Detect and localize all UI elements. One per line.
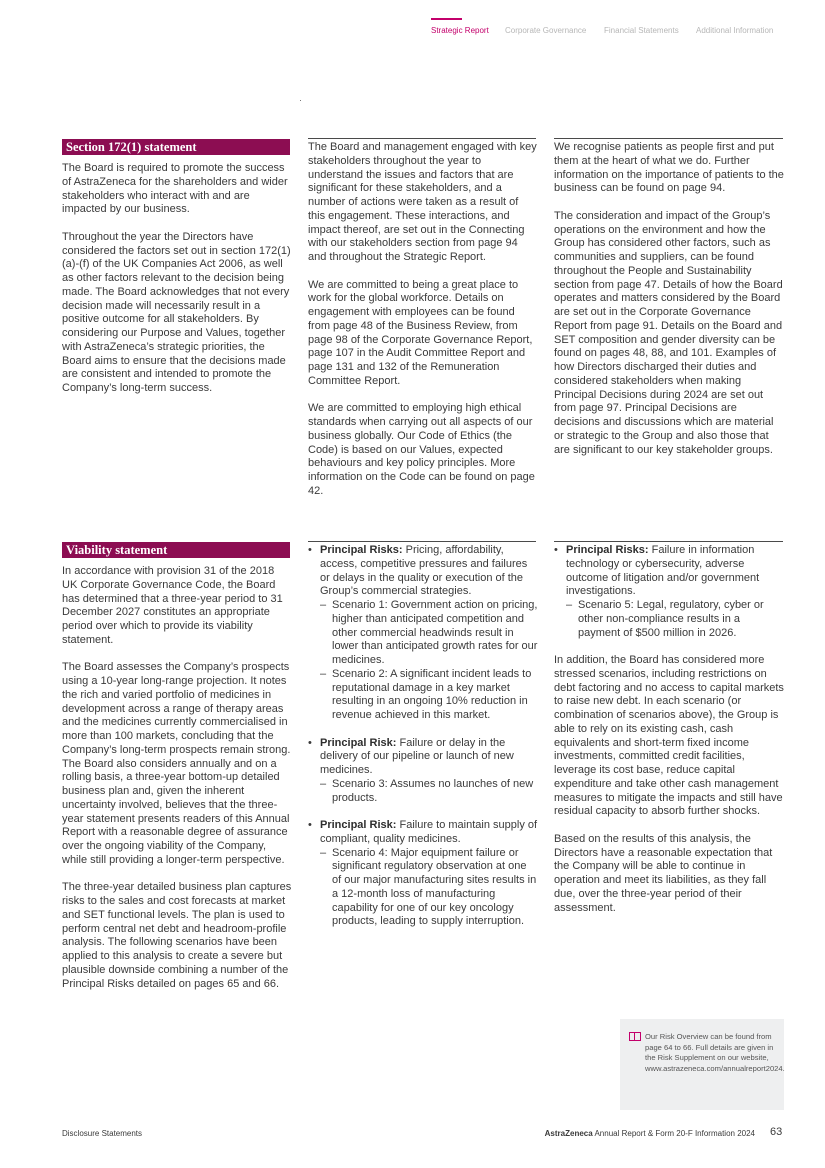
- risk-list: [308, 544, 538, 723]
- scenario-item: – Scenario 2: A significant incident leads to reputational damage in a key market resulting in an ongoing 10% reduction in revenue achieved in this market.: [320, 668, 538, 723]
- scenario-list: [566, 599, 785, 640]
- viability-column-3: [554, 544, 785, 929]
- scenario-list: [320, 778, 538, 806]
- top-navigation: [0, 26, 825, 40]
- paragraph: The three-year detailed business plan captures risks to the sales and cost forecasts at market and SET functional levels. The plan is used to perform central net debt and headroom-profile analysis. The following scenarios have been applied to this analysis to create a severe but plausible downside combining a number of the Principal Risks detailed on pages 65 and 66.: [62, 881, 292, 990]
- paragraph: Based on the results of this analysis, the Directors have a reasonable expectation that the Company will be able to continue in operation and meet its liabilities, as they fall due, over the three-year period of their assessment.: [554, 832, 773, 914]
- paragraph: We recognise patients as people first and put them at the heart of what we do. Further information on the importance of patients to the business can be found on page 94.: [554, 141, 784, 195]
- footer-report-title: AstraZeneca Annual Report & Form 20-F Information 2024: [544, 1129, 755, 1138]
- risk-item: • Principal Risk: Failure to maintain supply of compliant, quality medicines. – Scenario 4: Major equipment failure or significant regulatory observation at one of our major manufacturing sites results in a 12-month loss of manufacturing capability for one of our key oncology products, leading to supply interruption.: [308, 819, 538, 929]
- note-text: Our Risk Overview can be found from page 64 to 66. Full details are given in the Risk Supplement on our website, www.astrazeneca.com/annualreport2024.: [645, 1032, 785, 1073]
- scenario-item: – Scenario 5: Legal, regulatory, cyber or other non-compliance results in a payment of $500 million in 2026.: [566, 599, 785, 640]
- viability-heading: Viability statement: [62, 542, 290, 558]
- risk-list: [308, 737, 538, 806]
- risk-item: • Principal Risk: Failure or delay in the delivery of our pipeline or launch of new medicines. – Scenario 3: Assumes no launches of new products.: [308, 737, 538, 806]
- paragraph: The consideration and impact of the Group’s operations on the environment and how the Group has considered other factors, such as communities and suppliers, can be found throughout the People and Sustainability section from page 47. Details of how the Board operates and matters considered by the Board are set out in the Corporate Governance Report from page 91. Details on the Board and SET composition and gender diversity can be found on pages 48, 88, and 101. Examples of how Directors discharged their duties and considered stakeholders when making Principal Decisions during 2024 are set out from page 97. Principal Decisions are decisions and discussions which are material or strategic to the Group and also those that are significant to our key stakeholder groups.: [554, 209, 783, 456]
- footer-section-label: Disclosure Statements: [62, 1129, 143, 1138]
- risk-item: • Principal Risks: Failure in information technology or cybersecurity, adverse outcome of litigation and/or government investigations. – Scenario 5: Legal, regulatory, cyber or other non-compliance results in a payment of $500 million in 2026.: [554, 544, 785, 640]
- section-172-column-3: [554, 141, 785, 471]
- paragraph: In accordance with provision 31 of the 2018 UK Corporate Governance Code, the Board has determined that a three-year period to 31 December 2027 constitutes an appropriate period over which to provide its viability statement.: [62, 565, 283, 646]
- section-172-column-2: [308, 141, 538, 512]
- tab-additional-information[interactable]: Additional Information: [696, 26, 774, 35]
- paragraph: The Board is required to promote the success of AstraZeneca for the shareholders and wider stakeholders who interact with and are impacted by our business.: [62, 162, 288, 216]
- book-icon: [629, 1032, 641, 1041]
- active-tab-indicator: [431, 18, 462, 20]
- scenario-list: [320, 847, 538, 930]
- scenario-item: – Scenario 4: Major equipment failure or significant regulatory observation at one of our major manufacturing sites results in a 12-month loss of manufacturing capability for one of our key oncology products, leading to supply interruption.: [320, 847, 538, 930]
- tab-financial-statements[interactable]: Financial Statements: [604, 26, 679, 35]
- section-rule: [554, 138, 783, 139]
- risk-overview-note: [620, 1019, 784, 1110]
- section-rule: [554, 541, 783, 542]
- stray-dot: [300, 100, 301, 101]
- risk-item: • Principal Risks: Pricing, affordability, access, competitive pressures and failures or delays in the quality or execution of the Group’s commercial strategies. – Scenario 1: Government action on pricing, higher than anticipated competition and other commercial headwinds result in lower than anticipated growth rates for our medicines. – Scenario 2: A significant incident leads to reputational damage in a key market resulting in an ongoing 10% reduction in revenue achieved in this market.: [308, 544, 538, 723]
- scenario-list: [320, 599, 538, 723]
- scenario-item: – Scenario 3: Assumes no launches of new products.: [320, 778, 538, 806]
- section-172-column-1: [62, 162, 292, 410]
- risk-list: [308, 819, 538, 929]
- tab-strategic-report[interactable]: Strategic Report: [431, 26, 489, 36]
- tab-corporate-governance[interactable]: Corporate Governance: [505, 26, 587, 35]
- page-number: 63: [770, 1126, 783, 1138]
- paragraph: Throughout the year the Directors have considered the factors set out in section 172(1) (a)-(f) of the UK Companies Act 2006, as well as other factors relevant to the decision being made. The Board acknowledges that not every decision made will necessarily result in a positive outcome for all stakeholders. By considering our Purpose and Values, together with AstraZeneca’s strategic priorities, the Board aims to ensure that the decisions made are consistent and intended to promote the Company’s long-term success.: [62, 230, 291, 394]
- paragraph: In addition, the Board has considered more stressed scenarios, including restrictions on debt factoring and no access to capital markets to raise new debt. In each scenario (or combination of scenarios above), the Group is able to rely on its existing cash, cash equivalents and short-term fixed income investments, committed credit facilities, leverage its cost base, reduce capital expenditure and take other cash management measures to mitigate the impacts and still have residual capacity to absorb further shocks.: [554, 654, 784, 818]
- scenario-item: – Scenario 1: Government action on pricing, higher than anticipated competition and other commercial headwinds result in lower than anticipated growth rates for our medicines.: [320, 599, 538, 668]
- paragraph: The Board assesses the Company’s prospects using a 10-year long-range projection. It notes the rich and varied portfolio of medicines in development across a range of therapy areas and the medicines currently commercialised in more than 100 markets, concluding that the Company’s long-term prospects remain strong. The Board also considers annually and on a rolling basis, a three-year bottom-up detailed business plan and, given the inherent uncertainty involved, believes that the three-year statement presents readers of this Annual Report with a reasonable degree of assurance over the ongoing viability of the Company, while still providing a longer-term perspective.: [62, 661, 291, 866]
- risk-list: [554, 544, 785, 640]
- viability-column-2: [308, 544, 538, 943]
- viability-column-1: [62, 565, 292, 1005]
- section-rule: [308, 541, 536, 542]
- section-172-heading: Section 172(1) statement: [62, 139, 290, 155]
- paragraph: The Board and management engaged with key stakeholders throughout the year to understand the issues and factors that are significant for these stakeholders, and a number of actions were taken as a result of this engagement. These interactions, and impact thereof, are set out in the Connecting with our stakeholders section from page 94 and throughout the Strategic Report.: [308, 141, 537, 263]
- paragraph: We are committed to being a great place to work for the global workforce. Details on engagement with employees can be found from page 48 of the Business Review, from page 98 of the Corporate Governance Report, page 107 in the Audit Committee Report and page 131 and 132 of the Remuneration Committee Report.: [308, 278, 533, 387]
- section-rule: [308, 138, 536, 139]
- paragraph: We are committed to employing high ethical standards when carrying out all aspects of our business globally. Our Code of Ethics (the Code) is based on our Values, expected behaviours and key policy principles. More information on the Code can be found on page 42.: [308, 402, 535, 497]
